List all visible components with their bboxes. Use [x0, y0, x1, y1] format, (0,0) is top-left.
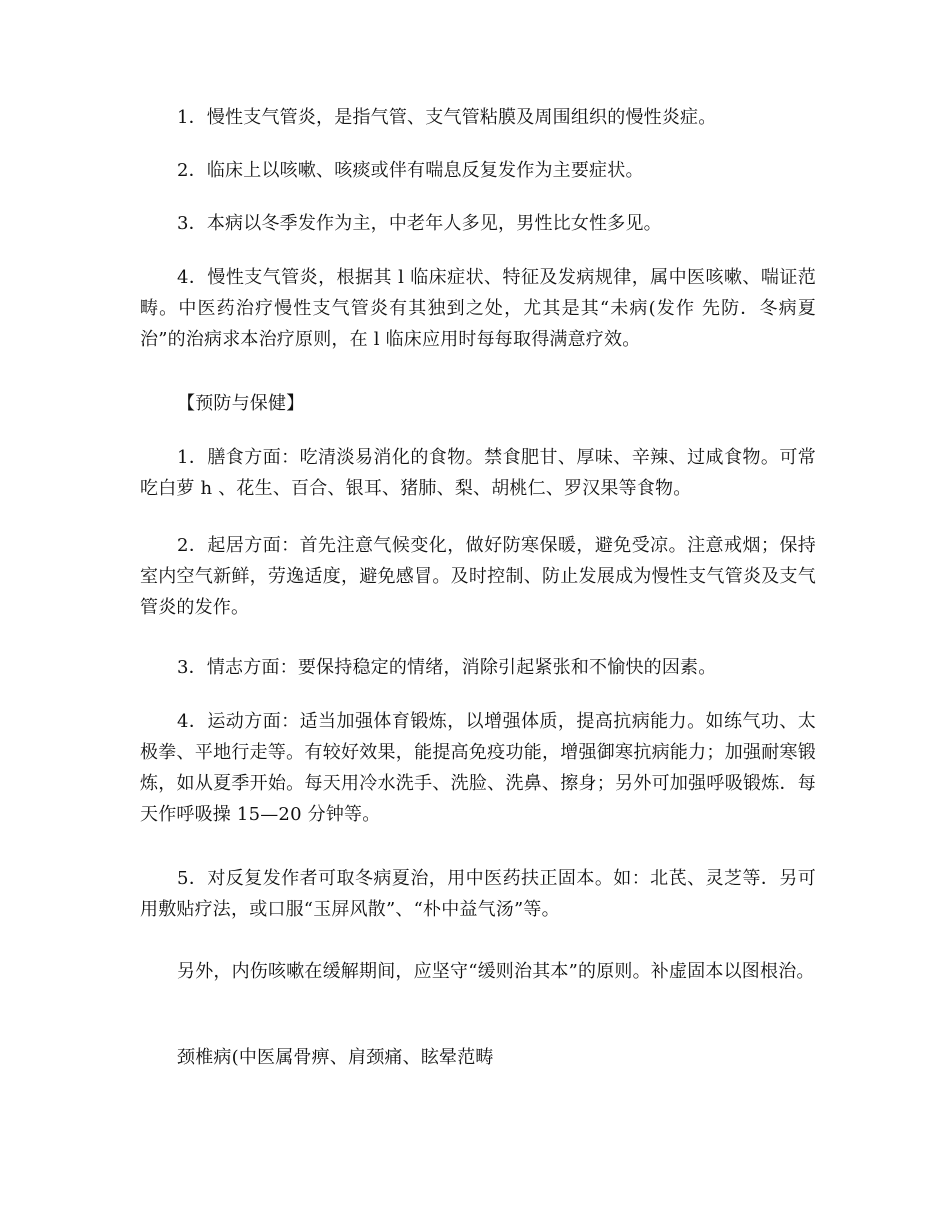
paragraph-epidemiology: 3．本病以冬季发作为主，中老年人多见，男性比女性多见。: [177, 213, 662, 234]
paragraph-symptoms: 2．临床上以咳嗽、咳痰或伴有喘息反复发作为主要症状。: [177, 160, 644, 181]
paragraph-cervical-spondylosis: 颈椎病(中医属骨痹、肩颈痛、眩晕范畴: [177, 1047, 494, 1068]
paragraph-tcm-treatment: 4．慢性支气管炎，根据其 l 临床症状、特征及发病规律，属中医咳嗽、喘证范畴。中医药治疗慢性支气管炎有其独到之处，尤其是其“未病(发作 先防．冬病夏治”的治病求本治疗原则，在 l 临床应用时每每取得满意疗效。: [140, 267, 816, 350]
paragraph-winter-summer-treatment: 5．对反复发作者可取冬病夏治，用中医药扶正固本。如：北芪、灵芝等．另可用敷贴疗法，或口服“玉屏风散”、“朴中益气汤”等。: [140, 868, 816, 920]
paragraph-definition: 1．慢性支气管炎，是指气管、支气管粘膜及周围组织的慢性炎症。: [177, 107, 717, 128]
paragraph-exercise: 4．运动方面：适当加强体育锻炼，以增强体质，提高抗病能力。如练气功、太极拳、平地行走等。有较好效果，能提高免疫功能，增强御寒抗病能力；加强耐寒锻炼，如从夏季开始。每天用冷水洗手、洗脸、洗鼻、擦身；另外可加强呼吸锻炼．每天作呼吸操 15—20 分钟等。: [140, 711, 816, 825]
paragraph-diet: 1．膳食方面：吃清淡易消化的食物。禁食肥甘、厚味、辛辣、过咸食物。可常吃白萝 h 、花生、百合、银耳、猪肺、梨、胡桃仁、罗汉果等食物。: [140, 447, 816, 499]
paragraph-daily-life: 2．起居方面：首先注意气候变化，做好防寒保暖，避免受凉。注意戒烟；保持室内空气新鲜，劳逸适度，避免感冒。及时控制、防止发展成为慢性支气管炎及支气管炎的发作。: [140, 535, 816, 618]
paragraph-remission: 另外，内伤咳嗽在缓解期间，应坚守“缓则治其本”的原则。补虚固本以图根治。: [177, 961, 815, 982]
paragraph-emotion: 3．情志方面：要保持稳定的情绪，消除引起紧张和不愉快的因素。: [177, 657, 717, 678]
section-heading-prevention: 【预防与保健】: [177, 393, 305, 414]
